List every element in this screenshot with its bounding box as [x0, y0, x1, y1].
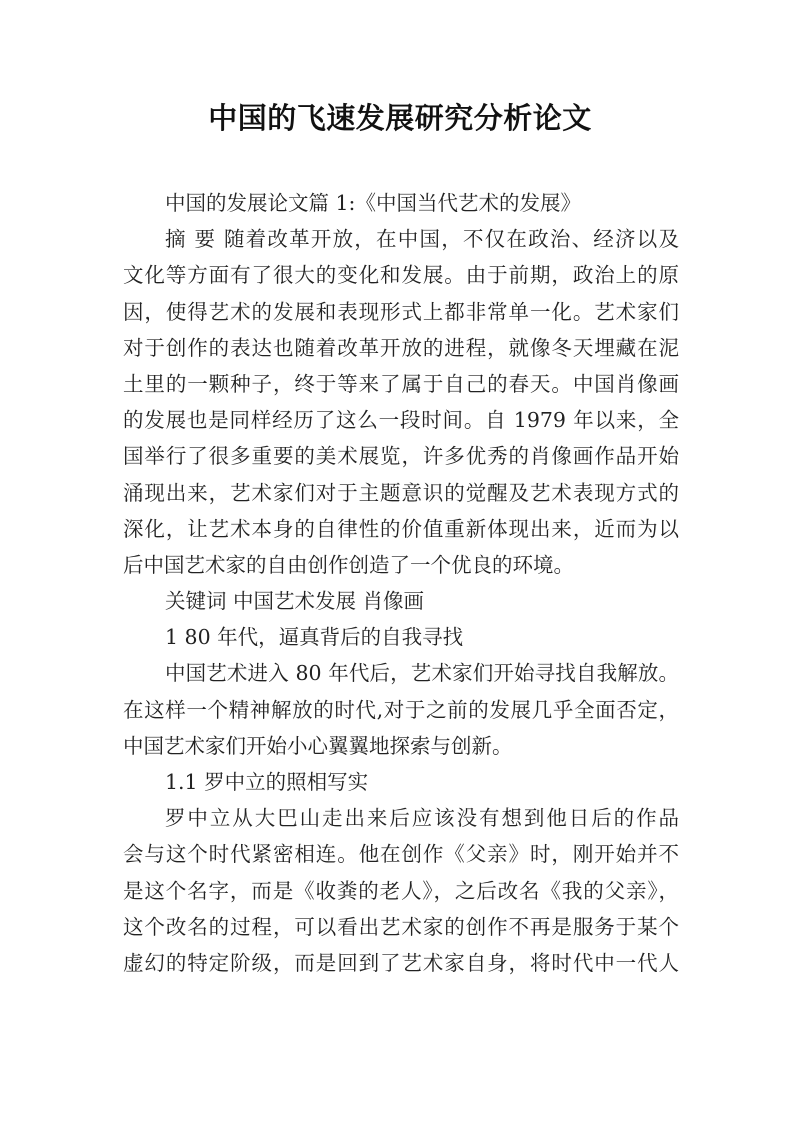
body-line: 因，使得艺术的发展和表现形式上都非常单一化。艺术家们: [123, 299, 679, 324]
body-line: 中国艺术家们开始小心翼翼地探索与创新。: [123, 733, 513, 758]
body-line: 1 80 年代，逼真背后的自我寻找: [165, 625, 464, 650]
body-line: 虚幻的特定阶级，而是回到了艺术家自身，将时代中一代人: [123, 950, 679, 975]
document-title: 中国的飞速发展研究分析论文: [208, 101, 592, 135]
body-line: 关键词 中国艺术发展 肖像画: [165, 589, 425, 614]
body-line: 文化等方面有了很大的变化和发展。由于前期，政治上的原: [123, 263, 679, 288]
body-line: 的发展也是同样经历了这么一段时间。自 1979 年以来，全: [123, 408, 679, 433]
body-line: 摘 要 随着改革开放，在中国，不仅在政治、经济以及: [165, 227, 679, 252]
body-line: 会与这个时代紧密相连。他在创作《父亲》时，刚开始并不: [123, 842, 679, 867]
body-line: 是这个名字，而是《收粪的老人》，之后改名《我的父亲》，: [123, 878, 679, 903]
body-line: 这个改名的过程，可以看出艺术家的创作不再是服务于某个: [123, 914, 679, 939]
document-body: [123, 185, 679, 981]
body-line: 后中国艺术家的自由创作创造了一个优良的环境。: [123, 552, 574, 577]
body-line: 1.1 罗中立的照相写实: [165, 770, 369, 794]
body-line: 深化，让艺术本身的自律性的价值重新体现出来，近而为以: [123, 516, 679, 541]
body-line: 涌现出来，艺术家们对于主题意识的觉醒及艺术表现方式的: [123, 480, 679, 505]
body-line: 在这样一个精神解放的时代,对于之前的发展几乎全面否定，: [123, 697, 679, 722]
body-line: 国举行了很多重要的美术展览，许多优秀的肖像画作品开始: [123, 444, 679, 469]
body-line: 罗中立从大巴山走出来后应该没有想到他日后的作品: [165, 806, 679, 831]
body-line: 中国艺术进入 80 年代后，艺术家们开始寻找自我解放。: [165, 661, 679, 686]
body-line: 对于创作的表达也随着改革开放的进程，就像冬天埋藏在泥: [123, 335, 679, 360]
body-line: 土里的一颗种子，终于等来了属于自己的春天。中国肖像画: [123, 371, 679, 396]
body-line: 中国的发展论文篇 1:《中国当代艺术的发展》: [165, 191, 581, 215]
